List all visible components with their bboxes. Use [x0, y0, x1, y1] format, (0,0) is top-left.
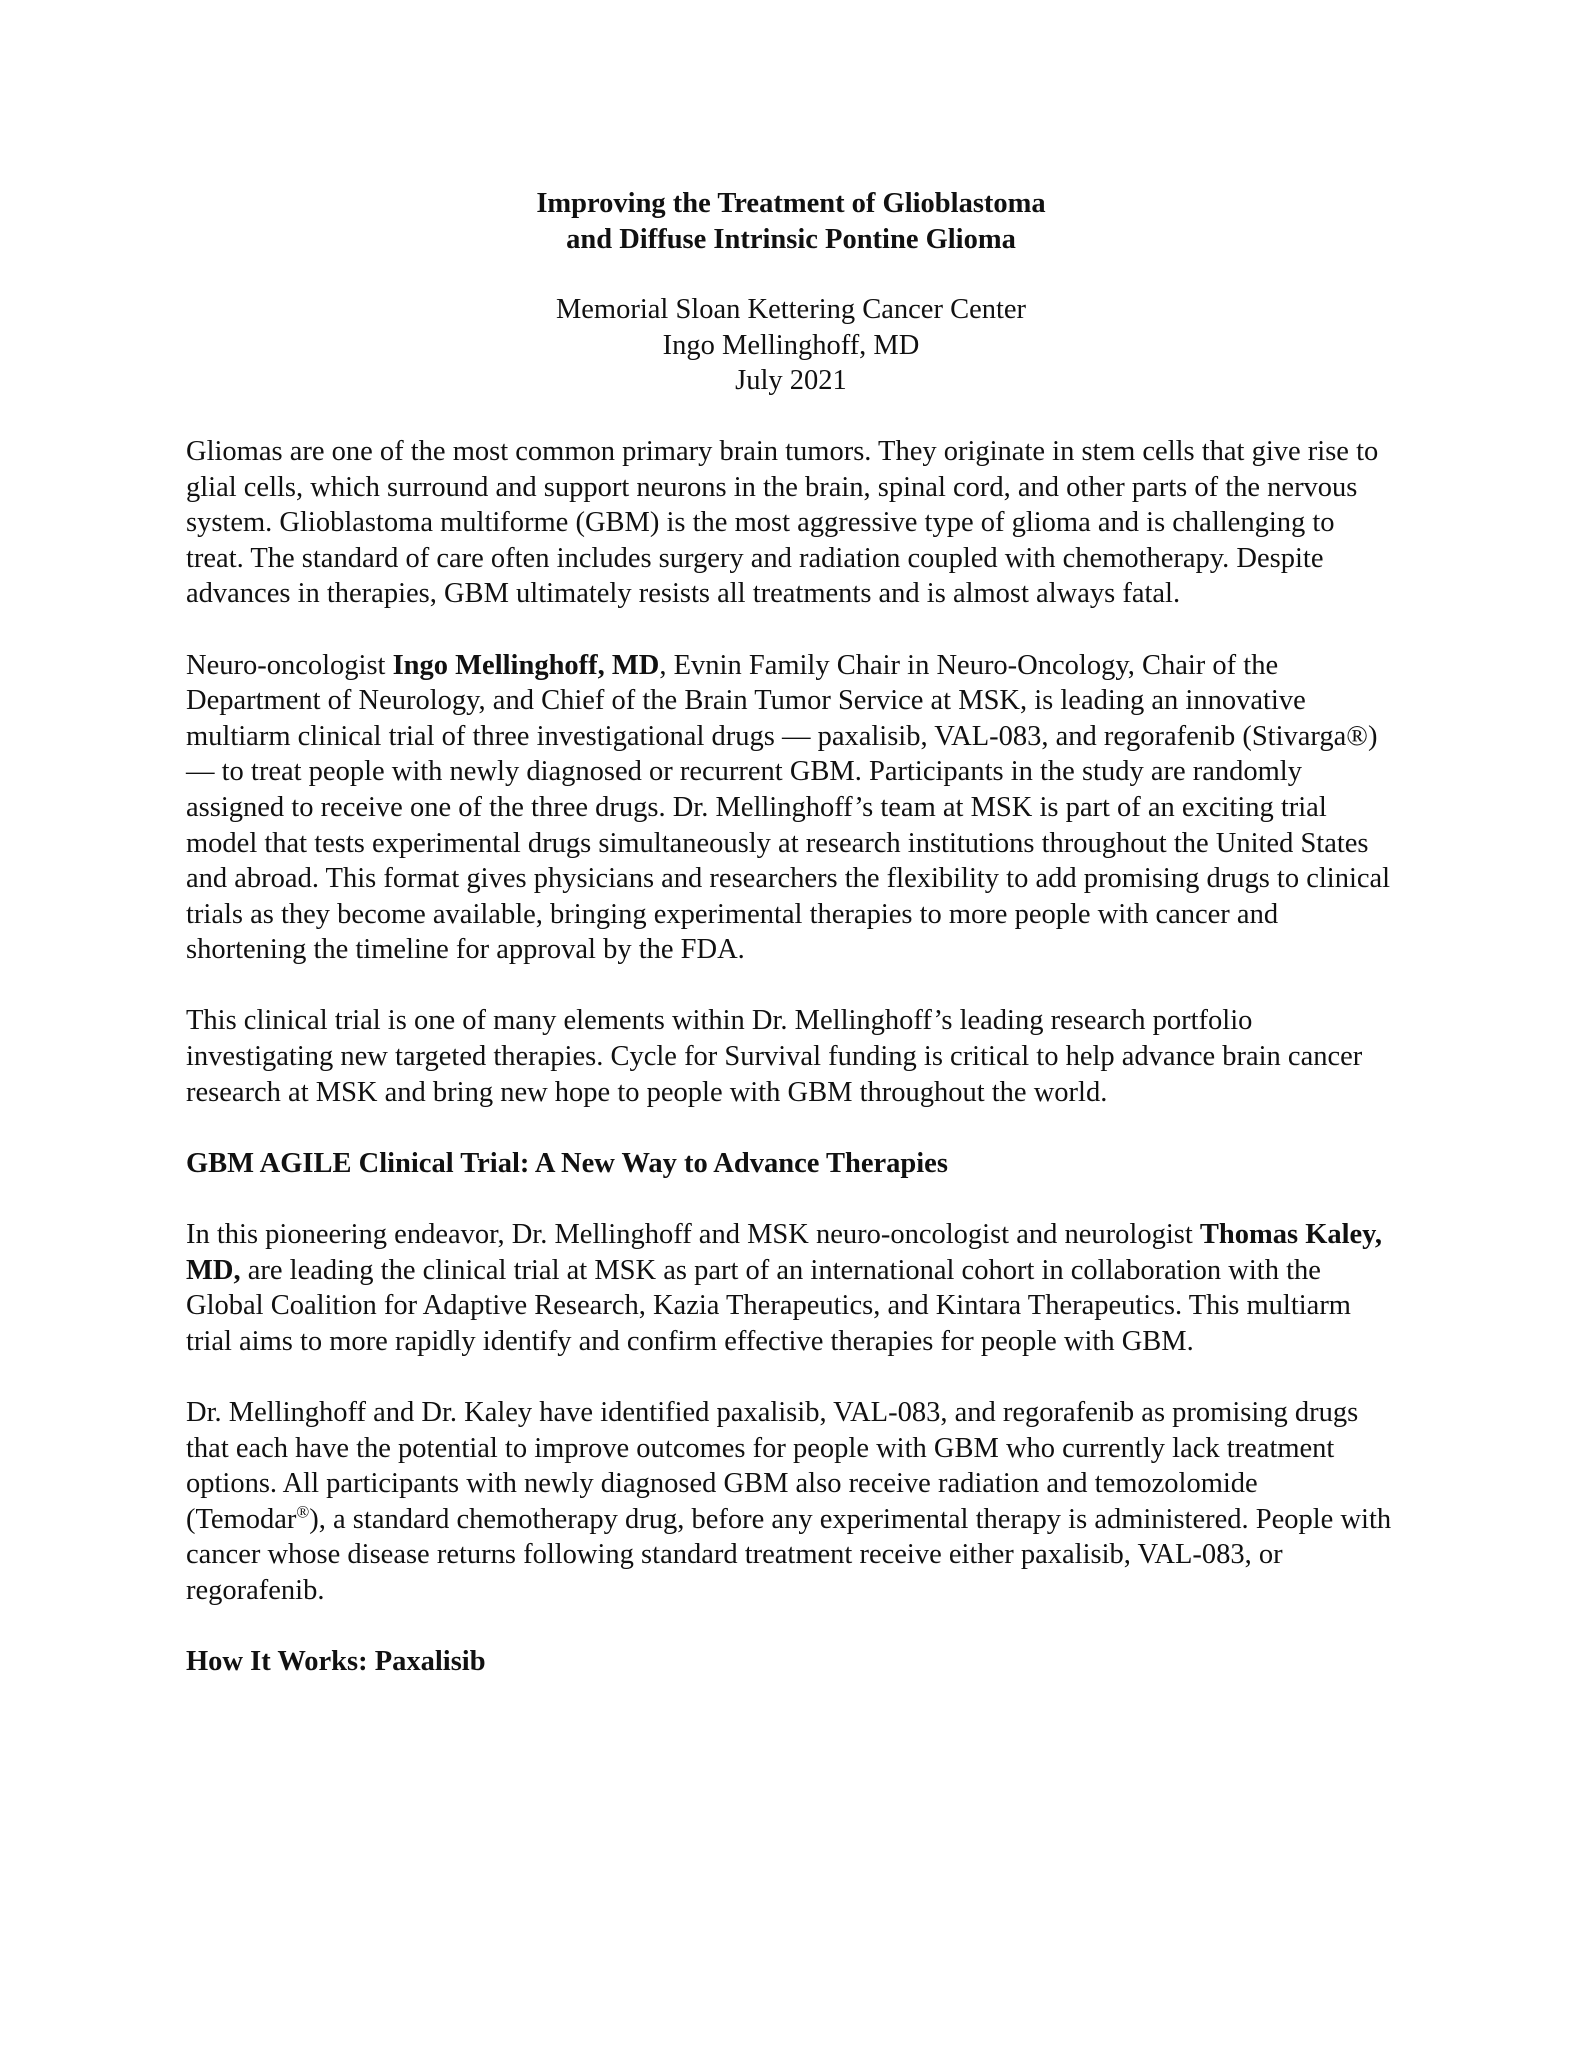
registered-mark: ® [296, 1502, 310, 1522]
paragraph-text: are leading the clinical trial at MSK as part of an international cohort in collaboration with the Global Coalition for Adaptive Research, Kazia Therapeutics, and Kintara Therapeutics. This multiarm trial aims to more rapidly identify and confirm effective therapies for people with GBM. [186, 1254, 1351, 1357]
document-content [186, 186, 1396, 1715]
paragraph-drugs [186, 1395, 1396, 1609]
organization-name: Memorial Sloan Kettering Cancer Center [555, 294, 1027, 326]
paragraph-mellinghoff [186, 648, 1396, 968]
paragraph-text: , Evnin Family Chair in Neuro-Oncology, Chair of the Department of Neurology, and Chief of the Brain Tumor Service at MSK, is leading an innovative multiarm clinical trial of three investigational drugs — paxalisib, VAL-083, and regorafenib (Stivarga®) — to treat people with newly diagnosed or recurrent GBM. Participants in the study are randomly assigned to receive one of the three drugs. Dr. Mellinghoff’s team at MSK is part of an exciting trial model that tests experimental drugs simultaneously at research institutions throughout the United States and abroad. This format gives physicians and researchers the flexibility to add promising drugs to clinical trials as they become available, bringing experimental therapies to more people with cancer and shortening the timeline for approval by the FDA. [186, 649, 1391, 966]
paragraph-intro: Gliomas are one of the most common primary brain tumors. They originate in stem cells that give rise to glial cells, which surround and support neurons in the brain, spinal cord, and other parts of the nervous system. Glioblastoma multiforme (GBM) is the most aggressive type of glioma and is challenging to treat. The standard of care often includes surgery and radiation coupled with chemotherapy. Despite advances in therapies, GBM ultimately resists all treatments and is almost always fatal. [186, 435, 1379, 610]
document-title [186, 186, 1396, 257]
title-line-2: and Diffuse Intrinsic Pontine Glioma [566, 223, 1016, 255]
title-line-1: Improving the Treatment of Glioblastoma [536, 188, 1046, 219]
document-meta [186, 292, 1396, 399]
section-heading-gbm-agile: GBM AGILE Clinical Trial: A New Way to Advance Therapies [186, 1147, 948, 1179]
author-name: Ingo Mellinghoff, MD [662, 329, 920, 361]
paragraph-pioneering [186, 1217, 1396, 1359]
paragraph-text: Neuro-oncologist [186, 649, 393, 681]
document-date: July 2021 [735, 365, 847, 397]
paragraph-text: Dr. Mellinghoff and Dr. Kaley have identified paxalisib, VAL-083, and regorafenib as promising drugs that each have the potential to improve outcomes for people with GBM who currently lack treatment options. All participants with newly diagnosed GBM also receive radiation and temozolomide (Temodar [186, 1397, 1359, 1535]
person-name-bold: Ingo Mellinghoff, MD [392, 649, 660, 681]
paragraph-text: In this pioneering endeavor, Dr. Mellinghoff and MSK neuro-oncologist and neurologist [186, 1219, 1200, 1251]
section-heading-paxalisib: How It Works: Paxalisib [186, 1646, 486, 1678]
person-name-bold: Thomas Kaley, MD, [186, 1219, 1382, 1286]
paragraph-portfolio: This clinical trial is one of many elements within Dr. Mellinghoff’s leading research portfolio investigating new targeted therapies. Cycle for Survival funding is critical to help advance brain cancer research at MSK and bring new hope to people with GBM throughout the world. [186, 1005, 1363, 1108]
paragraph-text: ), a standard chemotherapy drug, before any experimental therapy is administered. People with cancer whose disease returns following standard treatment receive either paxalisib, VAL-083, or regorafenib. [186, 1503, 1392, 1606]
